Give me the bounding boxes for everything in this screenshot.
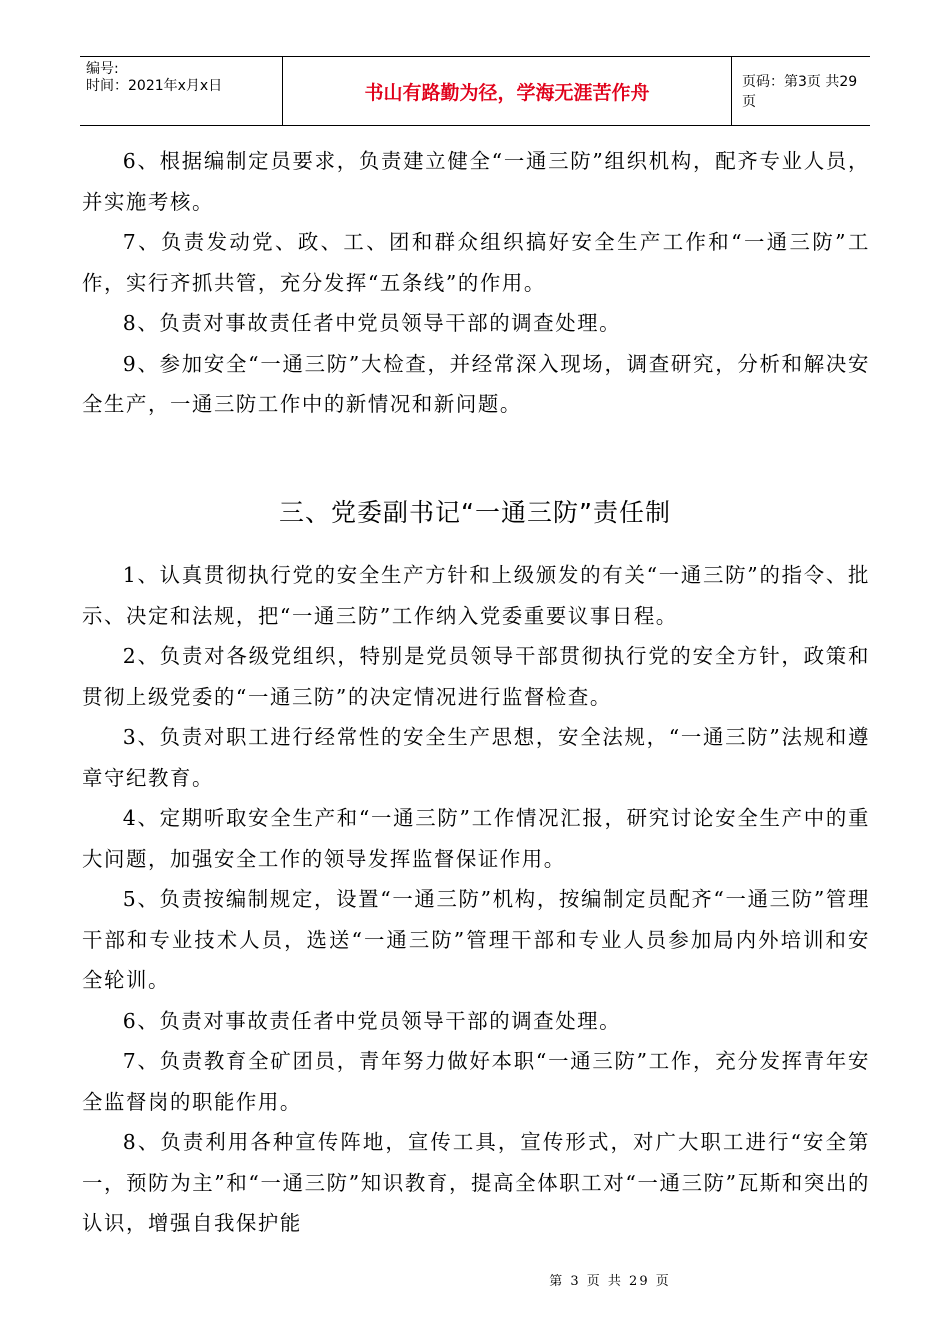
paragraph-item-5: 5、负责按编制规定，设置“一通三防”机构，按编制定员配齐“一通三防”管理干部和专业技术人员，选送“一通三防”管理干部和专业人员参加局内外培训和安全轮训。 <box>82 887 870 992</box>
paragraph-item-3: 3、负责对职工进行经常性的安全生产思想，安全法规，“一通三防”法规和遵章守纪教育。 <box>82 725 870 790</box>
page-footer: 第 3 页 共 29 页 <box>549 1274 671 1289</box>
paragraph-item-6: 6、根据编制定员要求，负责建立健全“一通三防”组织机构，配齐专业人员，并实施考核。 <box>82 149 870 214</box>
paragraph-item-4: 4、定期听取安全生产和“一通三防”工作情况汇报，研究讨论安全生产中的重大问题，加强安全工作的领导发挥监督保证作用。 <box>82 806 870 871</box>
paragraph-item-8: 8、负责对事故责任者中党员领导干部的调查处理。 <box>122 311 622 335</box>
header-meta <box>80 57 280 125</box>
page-header <box>80 56 870 126</box>
paragraph-item-7: 7、负责发动党、政、工、团和群众组织搞好安全生产工作和“一通三防”工作，实行齐抓共管，充分发挥“五条线”的作用。 <box>82 230 870 295</box>
paragraph-item-2: 2、负责对各级党组织，特别是党员领导干部贯彻执行党的安全方针，政策和贯彻上级党委的“一通三防”的决定情况进行监督检查。 <box>82 644 870 709</box>
header-motto: 书山有路勤为径，学海无涯苦作舟 <box>282 57 732 125</box>
paragraph-item-9: 9、参加安全“一通三防”大检查，并经常深入现场，调查研究，分析和解决安全生产，一通三防工作中的新情况和新问题。 <box>82 351 870 416</box>
paragraph-item-6: 6、负责对事故责任者中党员领导干部的调查处理。 <box>122 1008 622 1033</box>
document-time-label: 时间：2021年x月x日 <box>86 78 223 94</box>
paragraph-item-8: 8、负责利用各种宣传阵地，宣传工具，宣传形式，对广大职工进行“安全第一，预防为主”和“一通三防”知识教育，提高全体职工对“一通三防”瓦斯和突出的认识，增强自我保护能 <box>82 1130 870 1235</box>
paragraph-item-7: 7、负责教育全矿团员，青年努力做好本职“一通三防”工作，充分发挥青年安全监督岗的职能作用。 <box>82 1049 870 1114</box>
paragraph-item-1: 1、认真贯彻执行党的安全生产方针和上级颁发的有关“一通三防”的指令、批示、决定和法规，把“一通三防”工作纳入党委重要议事日程。 <box>82 563 870 628</box>
document-number-label: 编号: <box>86 61 119 77</box>
section-heading: 三、党委副书记“一通三防”责任制 <box>279 498 671 527</box>
top-paragraphs <box>82 141 870 425</box>
section-three-paragraphs <box>82 555 870 1244</box>
header-page-info: 页码：第3页 共29页 <box>742 74 858 110</box>
